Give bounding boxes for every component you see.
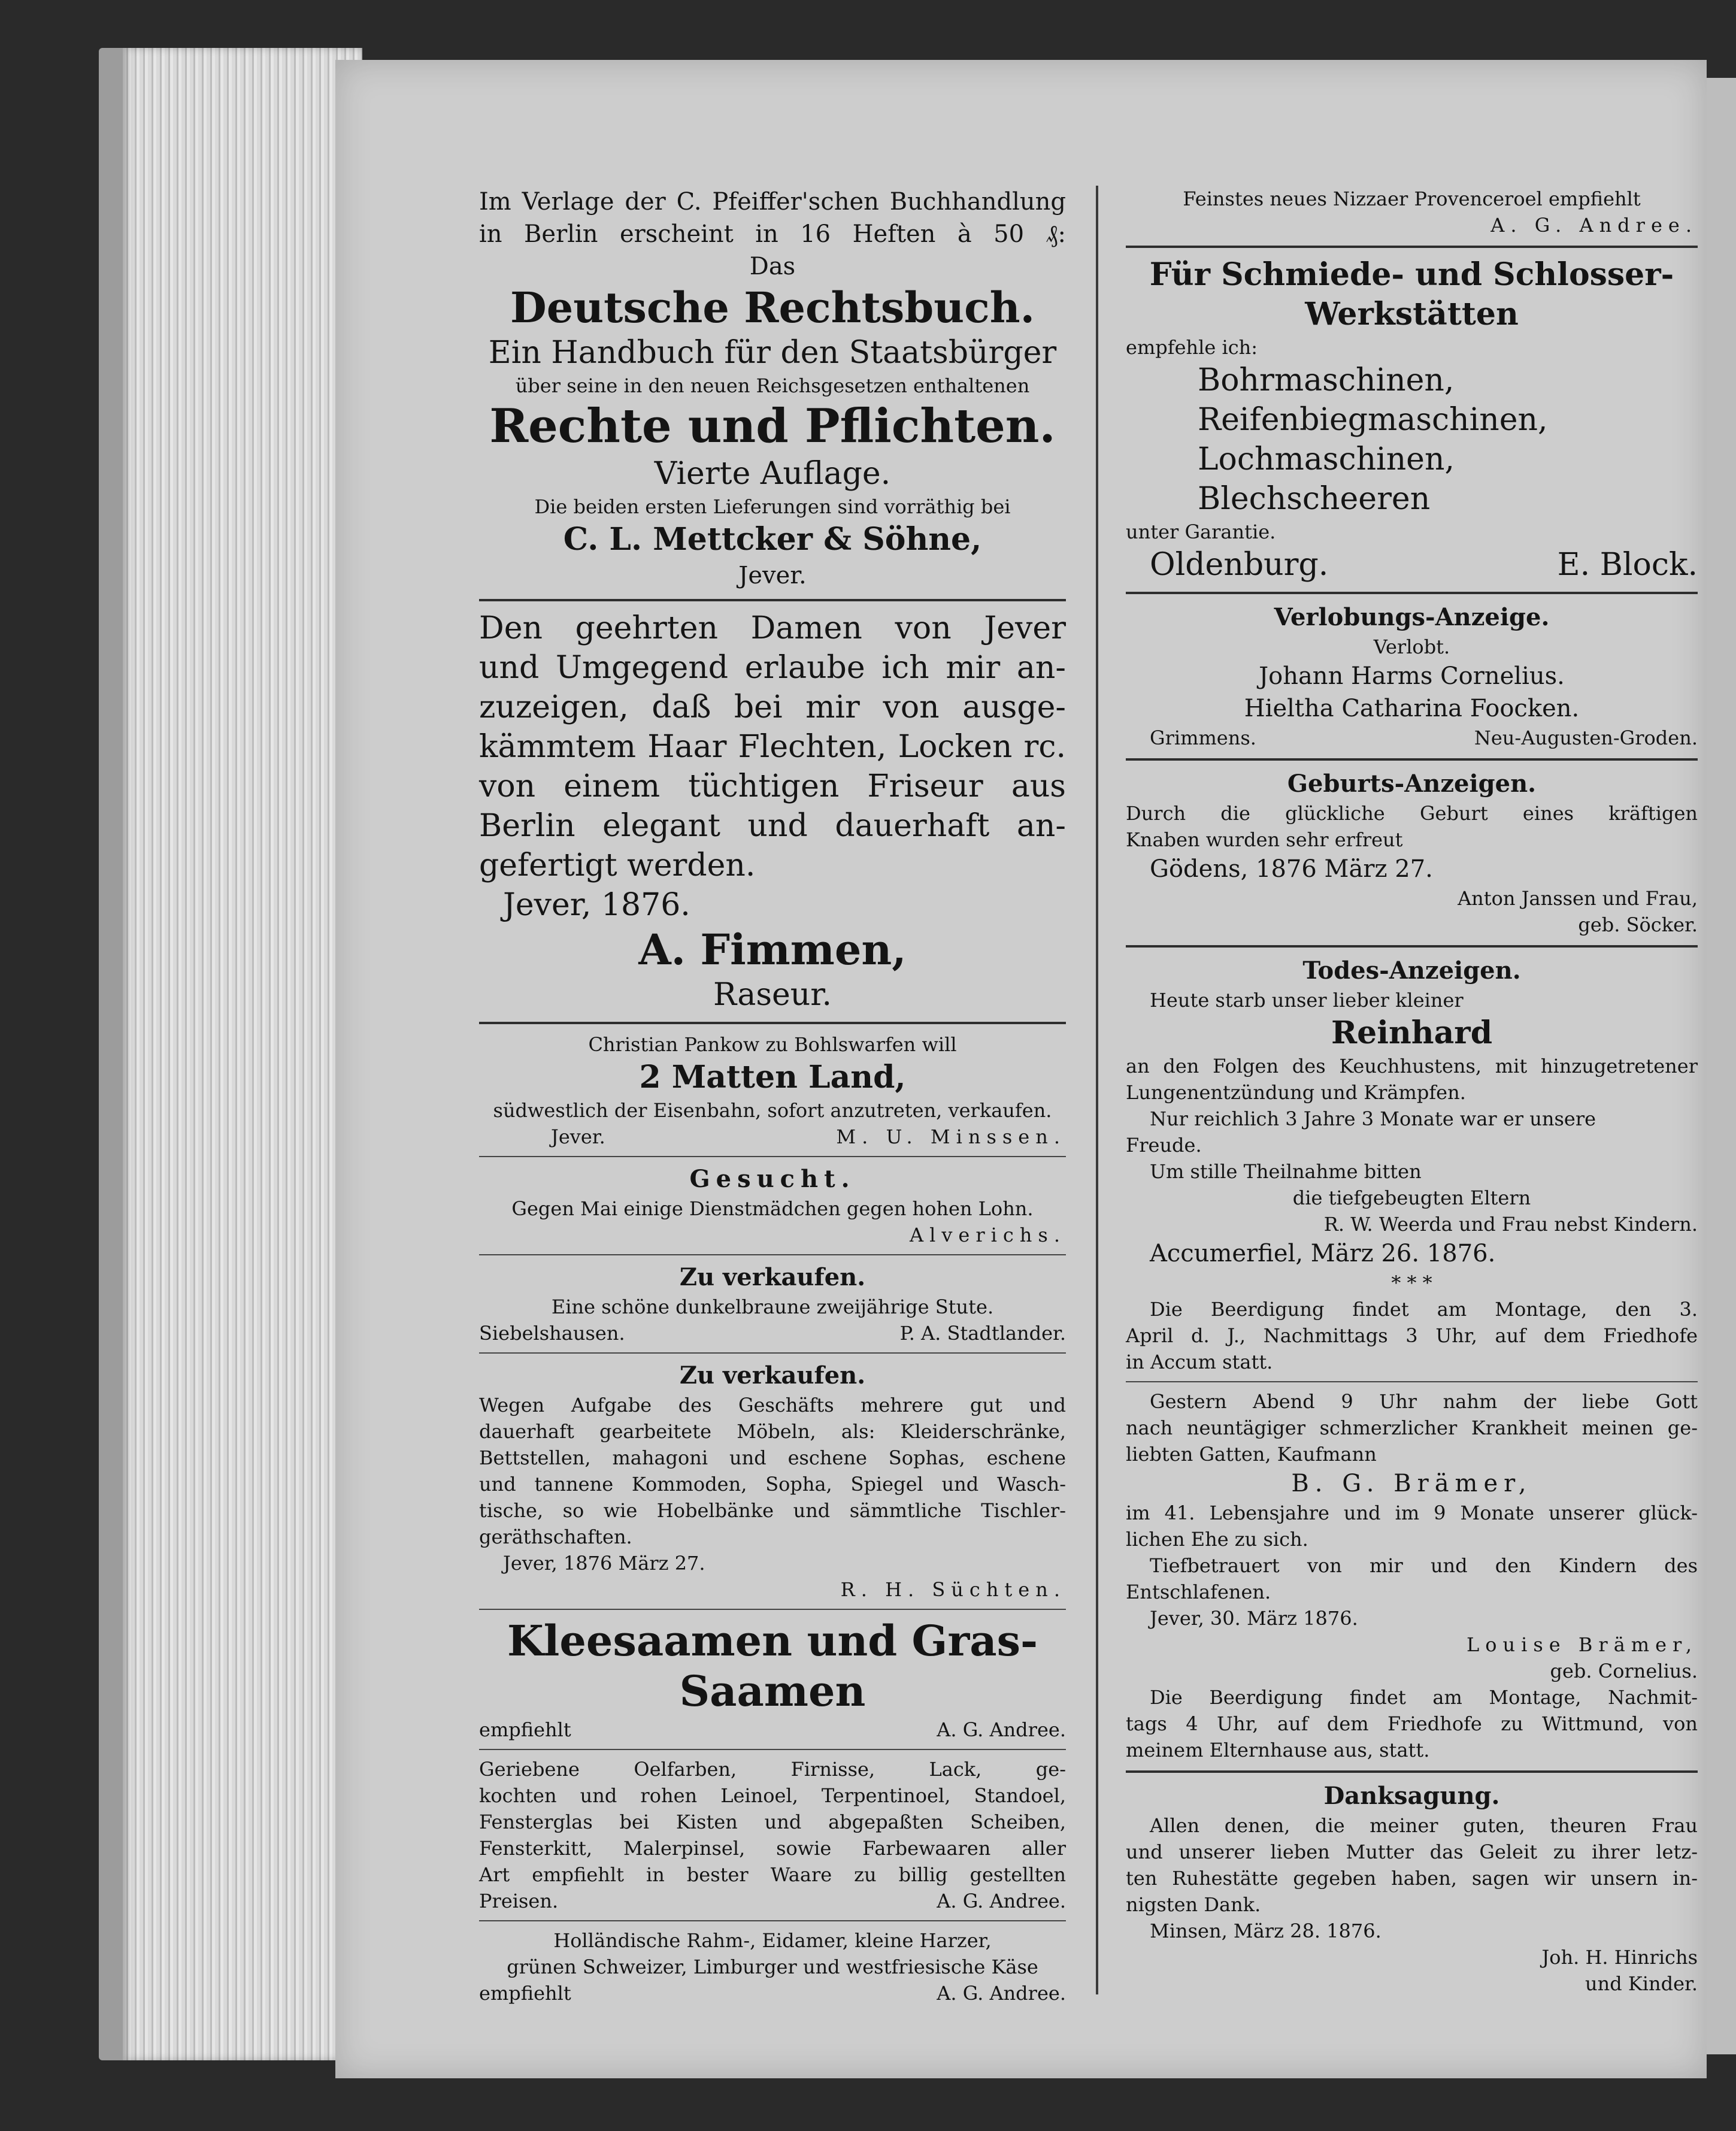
ad-divider	[479, 1920, 1066, 1921]
ad-divider	[1126, 1381, 1698, 1382]
ad-seller: C. L. Mettcker & Söhne,	[563, 521, 982, 558]
ad-divider	[479, 1022, 1066, 1024]
ad-label: empfiehlt	[479, 1982, 571, 2005]
ad-rechtsbuch	[479, 186, 1066, 592]
ad-divider	[479, 599, 1066, 601]
ad-item: Lochmaschinen,	[1198, 441, 1455, 477]
ad-text: Feinstes neues Nizzaer Provenceroel empfiehlt	[1183, 187, 1641, 210]
ad-text: Allen denen, die meiner guten, theuren Frau	[1150, 1814, 1698, 1837]
ad-heading: Geburts-Anzeigen.	[1287, 770, 1537, 798]
ad-divider	[479, 1254, 1066, 1255]
ad-text: Christian Pankow zu Bohlswarfen will	[588, 1033, 957, 1056]
ad-heading: Verlobungs-Anzeige.	[1274, 603, 1550, 631]
ad-text: an den Folgen des Keuchhustens, mit hinzugetretener	[1126, 1055, 1698, 1077]
ad-text: Durch die glückliche Geburt eines kräftigen	[1126, 802, 1698, 825]
ad-text: Nur reichlich 3 Jahre 3 Monate war er unsere	[1150, 1107, 1596, 1130]
ad-subtitle: Ein Handbuch für den Staatsbürger	[488, 335, 1057, 371]
ad-footer	[1126, 725, 1698, 751]
ad-text: Geriebene Oelfarben, Firnisse, Lack, ge-	[479, 1758, 1066, 1781]
ad-text: Lungenentzündung und Krämpfen.	[1126, 1081, 1466, 1104]
ad-title: Für Schmiede- und Schlosser-	[1149, 256, 1674, 293]
ad-text: Bettstellen, mahagoni und eschene Sophas, eschene	[479, 1446, 1066, 1469]
ad-date: Jever, 30. März 1876.	[1150, 1607, 1358, 1630]
ad-signature: A. G. Andree.	[937, 1890, 1066, 1912]
publisher-line: Im Verlage der C. Pfeiffer'schen Buchhandlung	[479, 188, 1066, 216]
ad-signature: R. W. Weerda und Frau nebst Kindern.	[1323, 1213, 1698, 1236]
ad-signature: Joh. H. Hinrichs	[1541, 1946, 1698, 1969]
ad-text: Art empfiehlt in bester Waare zu billig gestellten	[479, 1863, 1066, 1886]
ad-item: Blechscheeren	[1198, 481, 1431, 517]
ad-divider	[479, 1609, 1066, 1610]
ad-text: nigsten Dank.	[1126, 1893, 1261, 1916]
ad-signature: geb. Söcker.	[1578, 913, 1698, 936]
ad-signature: A. G. Andree.	[1490, 214, 1698, 237]
left-column	[479, 186, 1066, 2006]
ad-danksagung	[1126, 1780, 1698, 1997]
ad-text: tags 4 Uhr, auf dem Friedhofe zu Wittmund, von	[1126, 1712, 1698, 1735]
ad-text: geräthschaften.	[479, 1525, 632, 1548]
ad-footer	[479, 1124, 1066, 1150]
ad-text: über seine in den neuen Reichsgesetzen enthaltenen	[515, 374, 1030, 397]
ad-item: Reifenbiegmaschinen,	[1198, 402, 1548, 438]
ad-text: meinem Elternhause aus, statt.	[1126, 1739, 1430, 1761]
ad-signature: P. A. Stadtlander.	[899, 1322, 1066, 1345]
ad-subtitle: Vierte Auflage.	[654, 456, 891, 492]
ad-footer	[479, 1888, 1066, 1914]
ad-stute	[479, 1261, 1066, 1346]
ad-date: Jever, 1876.	[503, 887, 690, 923]
ad-date: Accumerfiel, März 26. 1876.	[1150, 1240, 1496, 1267]
ad-text: Wegen Aufgabe des Geschäfts mehrere gut und	[479, 1394, 1066, 1416]
ad-farben	[479, 1756, 1066, 1914]
ad-title: Rechte und Pflichten.	[489, 399, 1056, 453]
ad-heading: Todes-Anzeigen.	[1302, 956, 1521, 985]
ad-place: Jever.	[551, 1125, 605, 1148]
ad-signature: R. H. Süchten.	[840, 1578, 1066, 1601]
ad-signature: A. Fimmen,	[638, 925, 907, 974]
column-divider	[1096, 186, 1098, 1994]
ad-text: Freude.	[1126, 1134, 1202, 1157]
ad-divider	[1126, 1770, 1698, 1773]
publisher-line: in Berlin erscheint in 16 Heften à 50 ₰:	[479, 220, 1066, 248]
ad-signature: und Kinder.	[1585, 1972, 1698, 1995]
ad-text: die tiefgebeugten Eltern	[1292, 1186, 1531, 1209]
book-page-edges	[99, 48, 362, 2060]
ad-signature: A. G. Andree.	[937, 1982, 1066, 2005]
ad-text: liebten Gatten, Kaufmann	[1126, 1443, 1377, 1466]
ad-provenceroel	[1126, 186, 1698, 238]
ad-gesucht	[479, 1163, 1066, 1248]
ad-place: Oldenburg.	[1150, 547, 1329, 583]
ad-text: und tannene Kommoden, Sopha, Spiegel und Wasch-	[479, 1473, 1066, 1496]
ad-heading: Gesucht.	[689, 1165, 856, 1193]
ad-text: Die Beerdigung findet am Montage, Nachmit-	[1150, 1686, 1698, 1709]
ad-text: kochten und rohen Leinoel, Terpentinoel, Standoel,	[479, 1784, 1066, 1807]
ad-text: und unserer lieben Mutter das Geleit zu ihrer letz-	[1126, 1841, 1698, 1863]
ad-text: Gestern Abend 9 Uhr nahm der liebe Gott	[1150, 1390, 1698, 1413]
ad-text: dauerhaft gearbeitete Möbeln, als: Kleiderschränke,	[479, 1420, 1066, 1443]
ad-text: Heute starb unser lieber kleiner	[1150, 989, 1464, 1012]
ad-text: und Umgegend erlaube ich mir an-	[479, 650, 1066, 686]
ad-divider	[479, 1156, 1066, 1157]
ad-divider	[1126, 592, 1698, 594]
ad-name: Johann Harms Cornelius.	[1259, 662, 1565, 690]
ad-place: Neu-Augusten-Groden.	[1474, 727, 1698, 749]
ad-text: Tiefbetrauert von mir und den Kindern des	[1150, 1554, 1698, 1577]
ad-divider	[1126, 758, 1698, 761]
ad-footer	[1126, 545, 1698, 585]
ad-geburt	[1126, 768, 1698, 938]
ad-date: Minsen, März 28. 1876.	[1150, 1920, 1381, 1942]
right-column	[1126, 186, 1698, 1997]
ad-text: Verlobt.	[1373, 635, 1450, 658]
ad-verlobung	[1126, 601, 1698, 751]
ad-text: grünen Schweizer, Limburger und westfriesische Käse	[507, 1956, 1038, 1978]
ad-tod-braemer	[1126, 1388, 1698, 1763]
ad-signature: M. U. Minssen.	[836, 1125, 1066, 1148]
ad-divider	[479, 1352, 1066, 1354]
ad-text: Die Beerdigung findet am Montage, den 3.	[1150, 1298, 1698, 1321]
ad-text: empfehle ich:	[1126, 336, 1258, 359]
ad-text: südwestlich der Eisenbahn, sofort anzutreten, verkaufen.	[493, 1099, 1052, 1122]
ad-text: Berlin elegant und dauerhaft an-	[479, 808, 1066, 844]
ad-divider	[1126, 246, 1698, 248]
ad-text: Knaben wurden sehr erfreut	[1126, 828, 1403, 851]
ad-date: Jever, 1876 März 27.	[503, 1552, 705, 1575]
ad-subtitle: 2 Matten Land,	[639, 1059, 906, 1095]
ad-heading: Danksagung.	[1323, 1782, 1500, 1810]
ad-text: Um stille Theilnahme bitten	[1150, 1160, 1422, 1183]
ad-text: Gegen Mai einige Dienstmädchen gegen hohen Lohn.	[511, 1197, 1034, 1220]
ad-text: kämmtem Haar Flechten, Locken rc.	[479, 729, 1066, 765]
ad-place: Jever.	[738, 562, 807, 589]
ad-label: empfiehlt	[479, 1718, 571, 1741]
ad-text: in Accum statt.	[1126, 1351, 1273, 1373]
ad-text: Fensterkitt, Malerpinsel, sowie Farbewaaren aller	[479, 1837, 1066, 1860]
ad-text: April d. J., Nachmittags 3 Uhr, auf dem Friedhofe	[1126, 1324, 1698, 1347]
ad-signature: Anton Janssen und Frau,	[1458, 887, 1698, 910]
ad-place: Siebelshausen.	[479, 1322, 625, 1345]
ad-place: Grimmens.	[1150, 727, 1256, 749]
ad-saamen	[479, 1616, 1066, 1743]
ad-divider	[1126, 945, 1698, 948]
ad-text: unter Garantie.	[1126, 520, 1276, 543]
ad-title: Saamen	[679, 1666, 866, 1716]
ad-text: Den geehrten Damen von Jever	[479, 610, 1066, 646]
ad-text: Holländische Rahm-, Eidamer, kleine Harzer,	[553, 1929, 992, 1952]
ad-divider	[479, 1749, 1066, 1750]
ad-separator: * * *	[1391, 1272, 1432, 1294]
ad-text: Das	[749, 253, 796, 280]
ad-text: gefertigt werden.	[479, 847, 756, 883]
ad-heading: Zu verkaufen.	[679, 1263, 866, 1291]
ad-title: Werkstätten	[1305, 296, 1519, 332]
ad-text: tische, so wie Hobelbänke und sämmtliche Tischler-	[479, 1499, 1066, 1522]
ad-signature: geb. Cornelius.	[1550, 1660, 1698, 1682]
ad-title: Deutsche Rechtsbuch.	[510, 283, 1035, 332]
ad-heading: Zu verkaufen.	[679, 1361, 866, 1390]
ad-text: Fensterglas bei Kisten und abgepaßten Scheiben,	[479, 1811, 1066, 1833]
ad-text: zuzeigen, daß bei mir von ausge-	[479, 689, 1066, 725]
ad-text: Preisen.	[479, 1890, 559, 1912]
ad-text: nach neuntägiger schmerzlicher Krankheit meinen ge-	[1126, 1416, 1698, 1439]
ad-item: Bohrmaschinen,	[1198, 362, 1455, 398]
ad-signature: A. G. Andree.	[937, 1718, 1066, 1741]
ad-land	[479, 1031, 1066, 1150]
ad-moebel	[479, 1360, 1066, 1603]
ad-title: Kleesaamen und Gras-	[507, 1616, 1038, 1666]
ad-tod-reinhard	[1126, 955, 1698, 1375]
ad-text: Entschlafenen.	[1126, 1581, 1271, 1603]
ad-name: Reinhard	[1331, 1015, 1493, 1051]
ad-footer	[479, 1980, 1066, 2006]
ad-signature: E. Block.	[1557, 547, 1698, 583]
next-page-edge	[1707, 78, 1736, 2054]
ad-text: Eine schöne dunkelbraune zweijährige Stute.	[551, 1295, 994, 1318]
ad-footer	[479, 1717, 1066, 1743]
ad-text: Die beiden ersten Lieferungen sind vorräthig bei	[534, 495, 1011, 518]
ad-text: ten Ruhestätte gegeben haben, sagen wir unsern in-	[1126, 1867, 1698, 1890]
ad-friseur	[479, 609, 1066, 1015]
ad-signature: Louise Brämer,	[1466, 1633, 1698, 1656]
ad-footer	[479, 1320, 1066, 1346]
ad-name: Hieltha Catharina Foocken.	[1244, 695, 1580, 722]
ad-name: B. G. Brämer,	[1291, 1470, 1532, 1497]
ad-text: lichen Ehe zu sich.	[1126, 1528, 1308, 1551]
ad-date: Gödens, 1876 März 27.	[1150, 855, 1433, 883]
ad-signature: Alverichs.	[909, 1224, 1066, 1246]
ad-werkstaetten	[1126, 255, 1698, 585]
ad-text: von einem tüchtigen Friseur aus	[479, 768, 1066, 804]
ad-kaese	[479, 1927, 1066, 2006]
ad-text: im 41. Lebensjahre und im 9 Monate unserer glück-	[1126, 1502, 1698, 1524]
ad-role: Raseur.	[713, 977, 832, 1013]
